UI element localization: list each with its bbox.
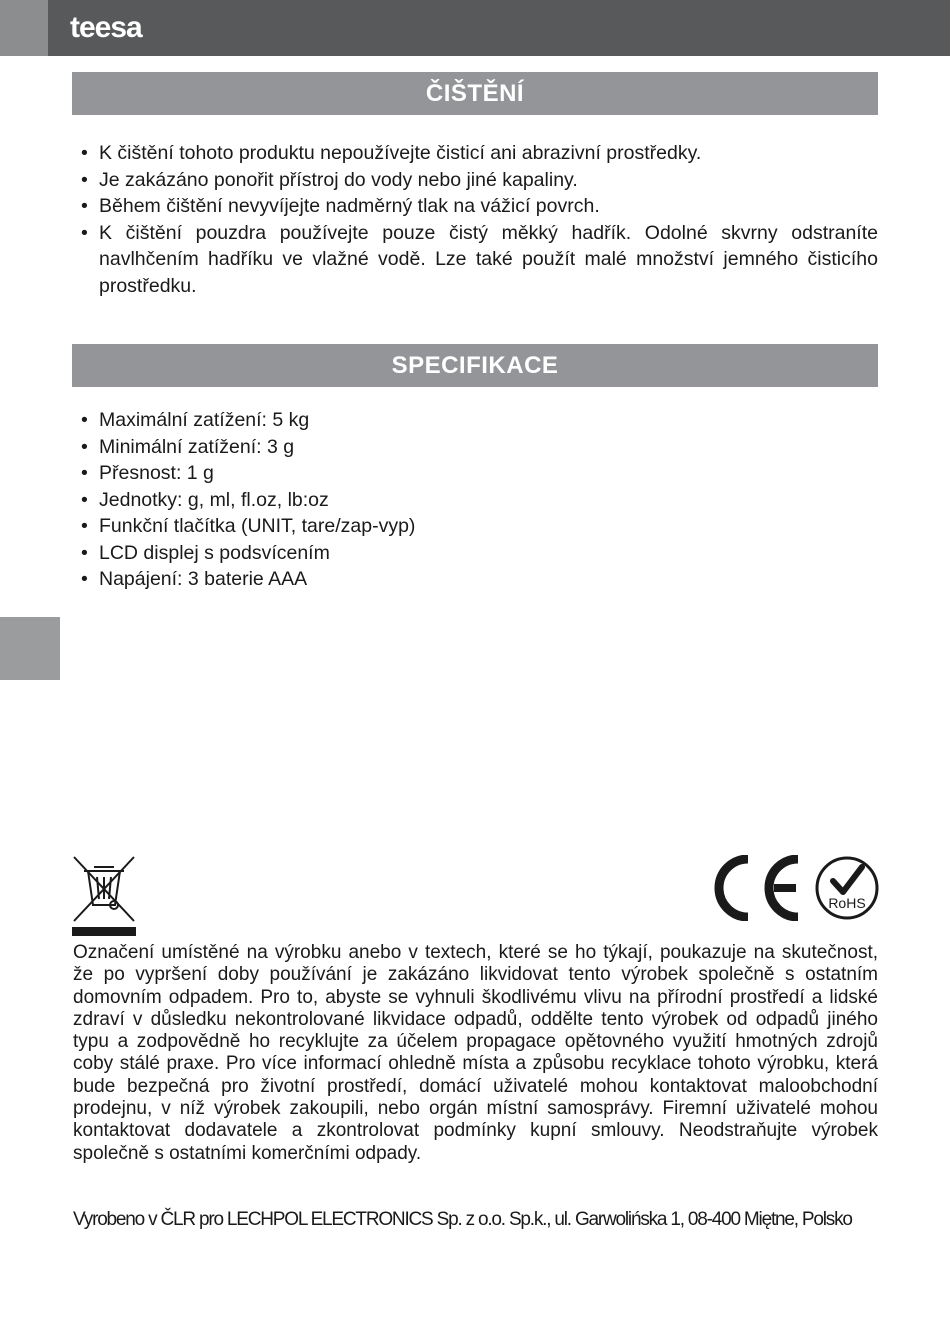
cleaning-list	[72, 140, 878, 299]
list-item: • K čištění pouzdra používejte pouze čistý měkký hadřík. Odolné skvrny odstraníte navlhčením hadříku ve vlažné vodě. Lze také použít malé množství jemného čisticího prostředku.	[72, 220, 878, 300]
list-item: • K čištění tohoto produktu nepoužívejte čisticí ani abrazivní prostředky.	[72, 140, 878, 167]
list-item: • Maximální zatížení: 5 kg	[72, 407, 878, 434]
list-item: • Jednotky: g, ml, fl.oz, lb:oz	[72, 487, 878, 514]
list-item: • Minimální zatížení: 3 g	[72, 434, 878, 461]
list-item: • Napájení: 3 baterie AAA	[72, 566, 878, 593]
brand-logo: teesa	[70, 11, 142, 44]
list-item: • Během čištění nevyvíjejte nadměrný tlak na vážicí povrch.	[72, 193, 878, 220]
specs-section-title: SPECIFIKACE	[72, 344, 878, 387]
list-item: • LCD displej s podsvícením	[72, 540, 878, 567]
top-bar-tab	[0, 0, 48, 56]
list-item: • Je zakázáno ponořit přístroj do vody nebo jiné kapaliny.	[72, 167, 878, 194]
compliance-symbols	[72, 855, 878, 940]
ce-mark-icon	[710, 855, 802, 921]
list-item: • Funkční tlačítka (UNIT, tare/zap-vyp)	[72, 513, 878, 540]
top-bar	[0, 0, 950, 56]
cleaning-section-title: ČIŠTĚNÍ	[72, 72, 878, 115]
weee-crossed-bin-icon	[72, 855, 136, 939]
rohs-mark-icon	[814, 855, 880, 921]
specs-list	[72, 407, 878, 593]
disposal-notice: Označení umístěné na výrobku anebo v textech, které se ho týkají, poukazuje na skutečnost, že po vypršení doby používání je zakázáno likvidovat tento výrobek společně s ostatním domovním odpadem. Pro to, abyste se vyhnuli škodlivému vlivu na přírodní prostředí a lidské zdraví v důsledku nekontrolované likvidace odpadů, oddělte tento výrobek od odpadů jiného typu a zodpovědně ho recyklujte za účelem propagace opětovného využití hmotných zdrojů coby stálé praxe. Pro více informací ohledně místa a způsobu recyklace tohoto výrobku, která bude bezpečná pro životní prostředí, domácí uživatelé mohou kontaktovat maloobchodní prodejnu, v níž výrobek zakoupili, nebo orgán místní samosprávy. Firemní uživatelé mohou kontaktovat dodavatele a zkontrolovat podmínky kupní smlouvy. Neodstraňujte výrobek společně s ostatními komerčními odpady.	[73, 942, 878, 1164]
side-language-tab	[0, 617, 60, 680]
rohs-label: RoHS	[828, 895, 866, 911]
list-item: • Přesnost: 1 g	[72, 460, 878, 487]
manufacturer-footer: Vyrobeno v ČLR pro LECHPOL ELECTRONICS Sp. z o.o. Sp.k., ul. Garwolińska 1, 08-400 Miętne, Polsko	[73, 1209, 852, 1230]
